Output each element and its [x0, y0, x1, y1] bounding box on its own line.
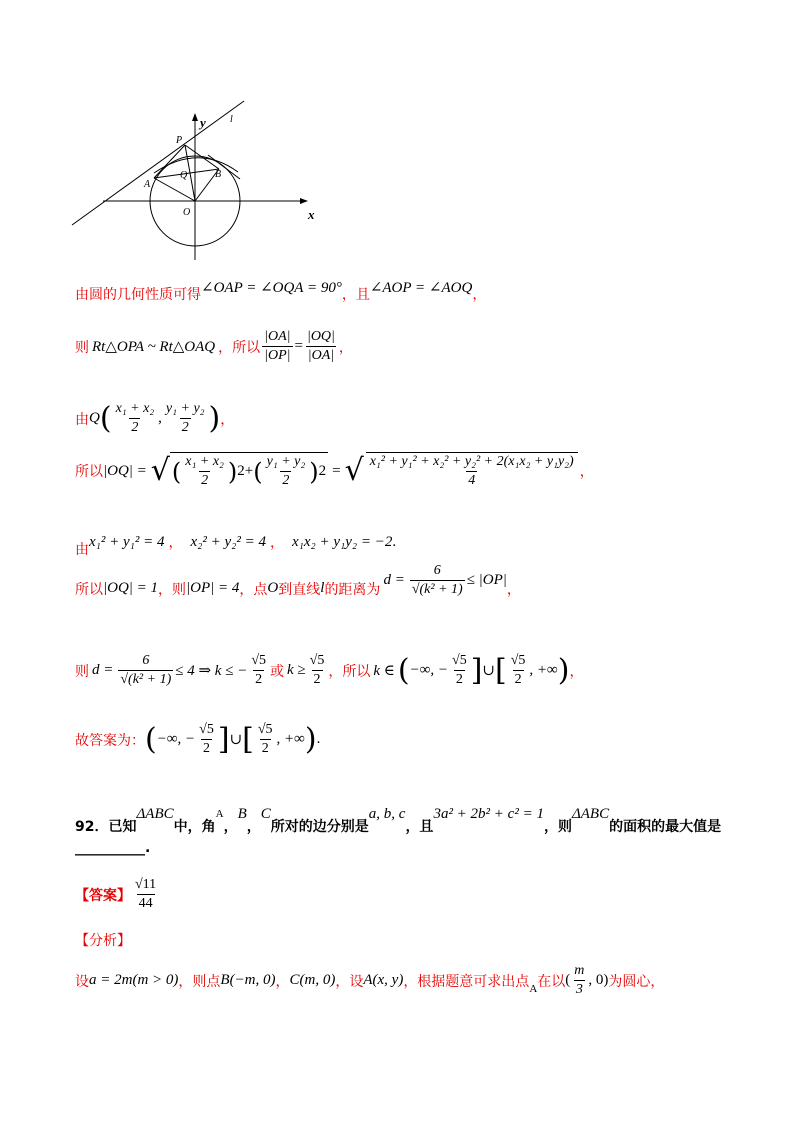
fraction-sqrt5-2 — [450, 652, 469, 689]
text: ，且 — [405, 819, 434, 835]
math-point-c: C(m, 0) — [289, 972, 336, 988]
math-oq: |OQ| = — [103, 462, 147, 479]
math-angle-eq: ∠OAP = ∠OQA = 90° — [201, 279, 342, 296]
fraction-distance — [118, 652, 173, 689]
numerator: m — [574, 963, 585, 978]
denominator: |OP| — [264, 348, 291, 363]
x-axis-arrow — [300, 198, 308, 204]
union: ∪ — [229, 732, 243, 748]
equals: = — [294, 338, 303, 354]
numerator: √5 — [199, 722, 214, 737]
text: 在以 — [537, 973, 566, 990]
numerator: x₁² + y₁² + x₂² + y₂² + 2(x₁x₂ + y₁y₂) — [369, 454, 574, 469]
answer-fraction — [133, 876, 158, 913]
fraction-oa-op — [262, 328, 292, 365]
text: ，则 — [158, 581, 187, 598]
math-angle-eq-2: ∠AOP = ∠AOQ — [369, 279, 473, 296]
point-q: Q — [89, 410, 100, 426]
fraction-sqrt5-2 — [308, 652, 327, 689]
denominator: |OA| — [307, 348, 335, 363]
paren-left: ( — [99, 400, 112, 436]
label-y: y — [200, 115, 206, 130]
label-a: A — [144, 179, 151, 190]
math-l: l — [320, 580, 325, 596]
text: ， — [472, 287, 487, 303]
exp: 2 — [237, 463, 245, 479]
denominator: 2 — [255, 672, 263, 687]
math-eq-3: x₁x₂ + y₁y₂ = −2 — [291, 533, 393, 550]
segment-oa — [154, 178, 195, 201]
solution-line-5 — [75, 525, 396, 559]
solution-line-3 — [75, 400, 234, 437]
text: ， — [338, 339, 353, 356]
denominator: 2 — [455, 672, 463, 687]
numerator: 6 — [142, 653, 150, 668]
bracket-left: [ — [242, 721, 254, 757]
solution-line-8 — [75, 721, 320, 758]
numerator: √11 — [135, 877, 157, 892]
text: 由 — [75, 411, 89, 428]
text: . — [392, 533, 397, 550]
denominator: 2 — [282, 473, 290, 488]
label-l: l — [230, 114, 233, 125]
numerator: √5 — [257, 722, 273, 737]
denominator: 3 — [575, 982, 583, 997]
denominator: 2 — [201, 473, 209, 488]
text: ，则 — [543, 819, 572, 835]
distance-expr — [380, 562, 506, 599]
solution-line-2 — [75, 328, 353, 365]
math-eq-2: x₂² + y₂² = 4 — [190, 533, 266, 550]
text: ， — [506, 581, 521, 598]
paren-left: ( — [397, 652, 410, 688]
numerator: x₁ + x₂ — [185, 454, 224, 469]
answer-blank: __________. — [75, 840, 151, 856]
paren-right: ) — [309, 457, 319, 486]
text: 则 — [75, 339, 89, 356]
answer-label: 【答案】 — [75, 887, 131, 904]
paren-right: ) — [227, 457, 238, 486]
paren-left: ( — [253, 457, 263, 486]
text: 所以 — [75, 581, 103, 598]
denominator: 44 — [138, 896, 153, 911]
paren-left: ( — [145, 721, 157, 757]
arc-through-q — [154, 158, 238, 173]
math-posinf: , +∞ — [276, 731, 305, 747]
denominator: 2 — [181, 420, 189, 435]
question-92 — [75, 792, 721, 836]
fraction-sqrt5-2 — [256, 721, 275, 758]
paren-left: ( — [171, 457, 182, 486]
answer-line — [75, 876, 160, 913]
fraction-x-mid — [183, 453, 226, 490]
numerator: √5 — [510, 653, 526, 668]
math-o: O — [267, 580, 279, 596]
fraction-oq-oa — [305, 328, 337, 365]
paren-right: ) — [304, 721, 317, 757]
math-posinf: , +∞ — [529, 662, 558, 678]
numerator: √5 — [452, 653, 467, 668]
fraction-radicand — [366, 452, 578, 490]
fraction-sqrt5-2 — [197, 721, 216, 758]
text: 所以 — [75, 464, 103, 480]
text: 中，角 — [173, 819, 216, 835]
fraction-x-mid — [114, 400, 157, 437]
numerator: √5 — [251, 653, 267, 668]
math-k: k ≥ — [287, 662, 306, 678]
sqrt-sign: √ — [344, 453, 364, 488]
sqrt-sign: √ — [150, 453, 170, 488]
sqrt-body — [170, 452, 328, 490]
text: ，根据题意可求出点 — [403, 973, 530, 990]
numerator: x₁ + x₂ — [115, 401, 155, 416]
text: ， — [579, 464, 594, 480]
equals: = — [332, 462, 341, 479]
text: 的距离为 — [324, 581, 381, 598]
comma: , — [158, 410, 162, 426]
math-point-a: A(x, y) — [363, 972, 404, 988]
math-eq-1: x₁² + y₁² = 4 — [89, 533, 165, 550]
math-a-eq: a = 2m(m > 0) — [89, 972, 179, 988]
math-a-label: A — [529, 982, 538, 995]
paren-right: ) — [557, 652, 570, 688]
text: 到直线 — [278, 581, 321, 598]
plus: + — [244, 463, 254, 479]
paren-right: ) — [208, 400, 221, 436]
text: . — [316, 731, 321, 747]
text: 则 — [75, 663, 89, 680]
text: ，且 — [341, 287, 370, 303]
fraction-sqrt5-2 — [509, 652, 528, 689]
text: ，设 — [335, 973, 364, 990]
fraction-m-3 — [572, 962, 586, 999]
math-neginf: −∞, − — [409, 662, 449, 678]
numerator: y₁ + y₂ — [165, 401, 205, 416]
comma: ， — [168, 535, 183, 551]
bracket-left: [ — [495, 652, 507, 688]
math-b: B — [237, 805, 247, 822]
text: ， — [223, 819, 238, 835]
text: 为圆心， — [608, 973, 665, 990]
math-k-in: k ∈ — [373, 663, 395, 679]
text: 所对的边分别是 — [270, 819, 369, 835]
text: ， — [220, 411, 235, 428]
text: ，所以 — [218, 339, 261, 356]
denominator: √(k² + 1) — [120, 672, 172, 687]
denominator: 2 — [514, 672, 522, 687]
solution-line-1 — [75, 279, 487, 304]
question-number: 92．已知 — [75, 819, 137, 835]
denominator: 2 — [261, 741, 269, 756]
label-b: B — [215, 169, 222, 180]
math-implies: ≤ 4 ⇒ k ≤ − — [175, 663, 248, 679]
point-tail: , 0) — [588, 972, 609, 988]
text: ， — [275, 973, 290, 990]
solution-line-7 — [75, 652, 583, 689]
denominator: 2 — [313, 672, 321, 687]
text: 或 — [270, 663, 285, 680]
math-point-b: B(−m, 0) — [220, 972, 276, 988]
label-o: O — [183, 207, 191, 218]
text: 设 — [75, 973, 89, 990]
math-tail: ≤ |OP| — [466, 572, 507, 588]
math-similar: Rt△OPA ~ Rt△OAQ — [92, 339, 216, 355]
paren-left: ( — [565, 972, 571, 988]
text: 由 — [75, 542, 89, 558]
text: ，所以 — [328, 663, 371, 680]
solution-line-4 — [75, 452, 594, 490]
math-constraint: 3a² + 2b² + c² = 1 — [433, 805, 544, 822]
label-p: P — [176, 135, 183, 146]
comma: ， — [269, 535, 284, 551]
union: ∪ — [482, 663, 495, 679]
text: ，点 — [239, 581, 268, 598]
fraction-sqrt5-2 — [249, 652, 268, 689]
solution-line-6 — [75, 563, 521, 599]
geometry-figure — [68, 95, 328, 265]
analysis-line-1 — [75, 962, 664, 999]
denominator: √(k² + 1) — [411, 582, 463, 597]
numerator: √5 — [309, 653, 325, 668]
math-triangle: ΔABC — [571, 805, 610, 822]
text: ， — [569, 663, 584, 680]
denominator: 2 — [203, 741, 210, 756]
text: 由圆的几何性质可得 — [75, 287, 201, 303]
text: 的面积的最大值是 — [609, 819, 722, 835]
math-d: d = — [383, 572, 405, 588]
math-a: A — [215, 808, 224, 820]
fraction-distance — [410, 562, 465, 599]
numerator: |OQ| — [306, 329, 335, 344]
numerator: 6 — [433, 563, 441, 578]
math-oq-eq: |OQ| = 1 — [103, 580, 159, 596]
bracket-right: ] — [217, 721, 230, 757]
y-axis-arrow — [192, 113, 198, 121]
label-x: x — [308, 207, 315, 222]
exp: 2 — [318, 463, 327, 479]
tangent-b — [208, 155, 240, 179]
label-q: Q — [180, 170, 188, 181]
text: 故答案为： — [75, 732, 145, 749]
bracket-right: ] — [470, 652, 483, 688]
numerator: y₁ + y₂ — [266, 454, 306, 469]
fraction-y-mid — [164, 400, 207, 437]
math-c: C — [260, 805, 271, 822]
fraction-y-mid — [265, 453, 308, 490]
text: ，则点 — [178, 973, 221, 990]
math-triangle: ΔABC — [136, 805, 174, 822]
text: ， — [246, 819, 261, 835]
math-abc: a, b, c — [368, 805, 406, 822]
math-op-eq: |OP| = 4 — [186, 580, 240, 596]
denominator: 2 — [131, 420, 139, 435]
numerator: |OA| — [264, 329, 291, 344]
segment-pb — [185, 145, 219, 169]
analysis-label: 【分析】 — [75, 933, 131, 949]
math-neginf: −∞, − — [156, 731, 196, 747]
math-d: d = — [92, 662, 114, 678]
denominator: 4 — [468, 473, 476, 488]
